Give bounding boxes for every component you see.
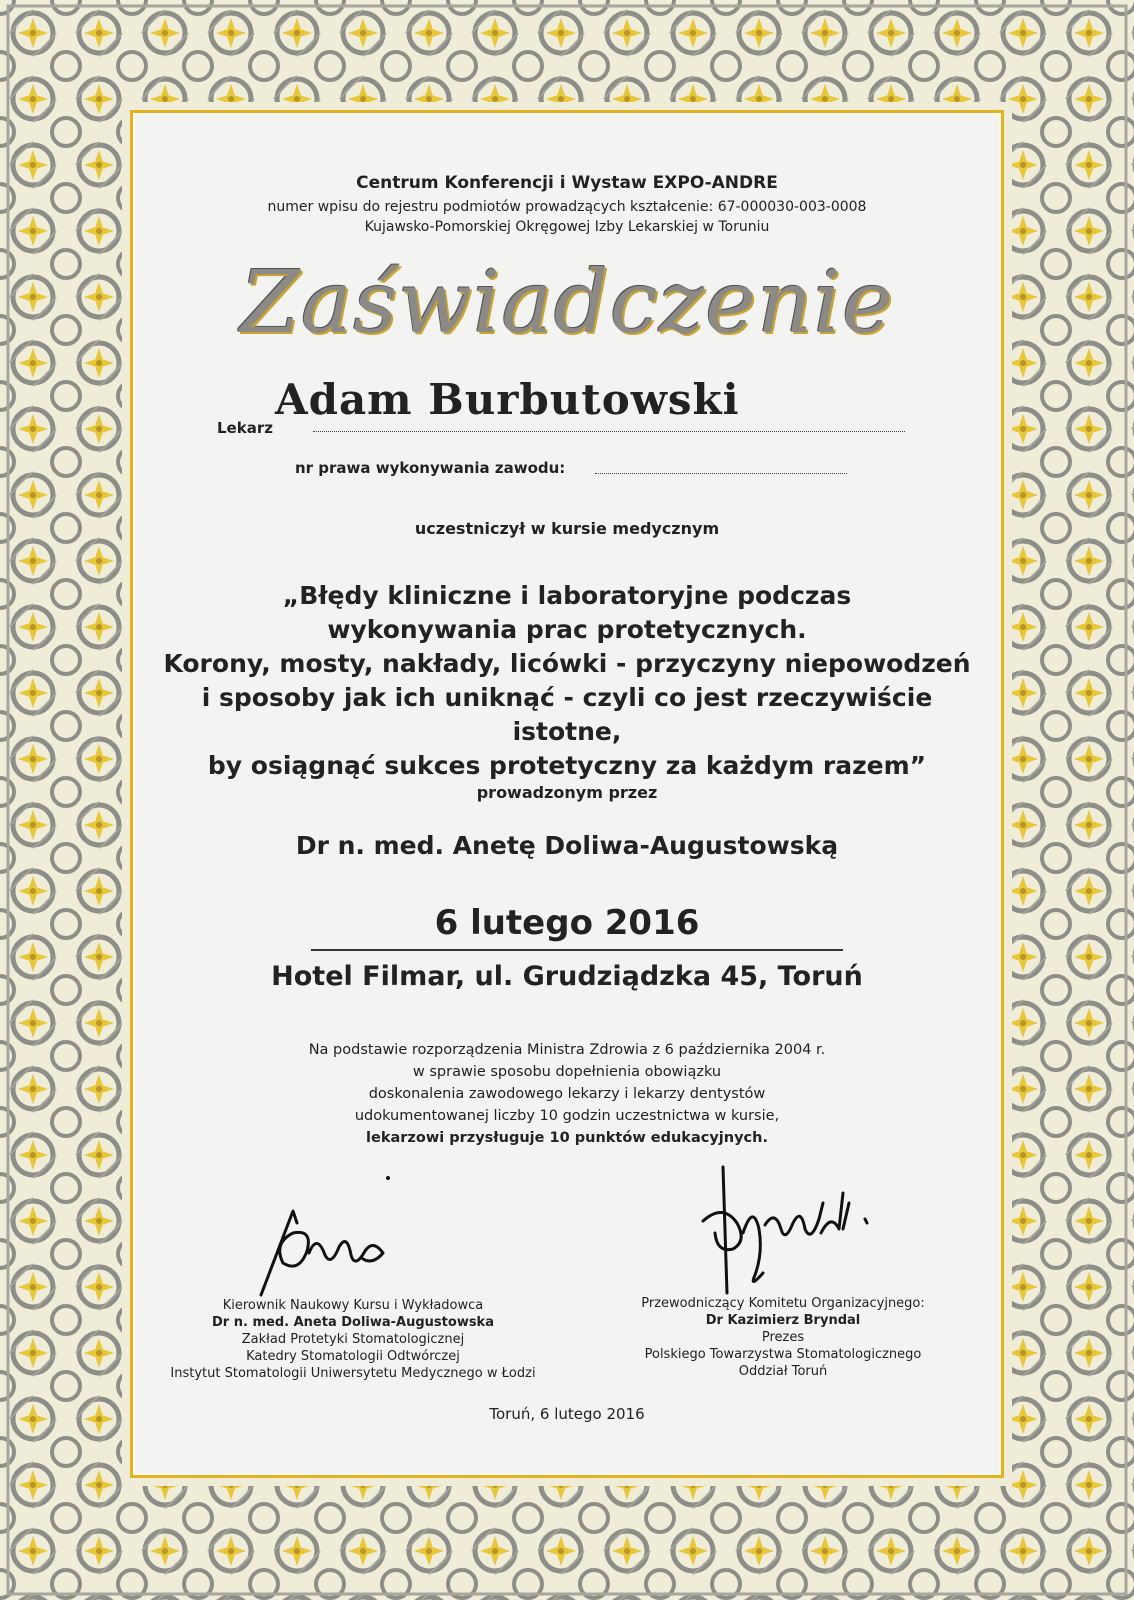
signatory-line: Instytut Stomatologii Uniwersytetu Medycznego w Łodzi bbox=[170, 1366, 536, 1381]
signatory-role: Przewodniczący Komitetu Organizacyjnego: bbox=[641, 1296, 925, 1311]
event-place: Hotel Filmar, ul. Grudziądzka 45, Toruń bbox=[271, 961, 863, 992]
certificate-paper bbox=[130, 110, 1004, 1478]
recipient-name: Adam Burbutowski bbox=[275, 375, 740, 424]
left-signature bbox=[253, 1203, 393, 1303]
legal-line: udokumentowanej liczby 10 godzin uczestnictwa w kursie, bbox=[354, 1108, 780, 1124]
left-signatory-block bbox=[133, 1297, 573, 1382]
right-signatory-block bbox=[593, 1295, 973, 1380]
license-dotted-line bbox=[595, 473, 847, 474]
legal-line: Na podstawie rozporządzenia Ministra Zdrowia z 6 października 2004 r. bbox=[308, 1042, 826, 1058]
signatory-name: Dr n. med. Aneta Doliwa-Augustowska bbox=[212, 1315, 494, 1330]
issue-place-date: Toruń, 6 lutego 2016 bbox=[489, 1405, 645, 1423]
legal-line: w sprawie sposobu dopełnienia obowiązku bbox=[412, 1064, 722, 1080]
course-title-line: wykonywania prac protetycznych. bbox=[327, 615, 807, 644]
signatory-name: Dr Kazimierz Bryndal bbox=[705, 1313, 861, 1328]
legal-basis bbox=[133, 1039, 1001, 1149]
event-date: 6 lutego 2016 bbox=[434, 903, 700, 943]
signatory-role: Kierownik Naukowy Kursu i Wykładowca bbox=[222, 1298, 484, 1313]
participation-text: uczestniczył w kursie medycznym bbox=[414, 519, 720, 538]
date-underline bbox=[311, 949, 843, 951]
right-signature bbox=[693, 1163, 883, 1303]
course-title-line: i sposoby jak ich uniknąć - czyli co jest rzeczywiście istotne, bbox=[201, 683, 933, 746]
course-title-line: „Błędy kliniczne i laboratoryjne podczas bbox=[282, 581, 852, 610]
registry-number: numer wpisu do rejestru podmiotów prowadzących kształcenie: 67-000030-003-0008 bbox=[267, 199, 867, 215]
signatory-line: Oddział Toruń bbox=[738, 1364, 828, 1379]
signatory-line: Katedry Stomatologii Odtwórczej bbox=[246, 1349, 460, 1364]
led-by-label: prowadzonym przez bbox=[476, 783, 658, 802]
doctor-label: Lekarz bbox=[217, 419, 273, 437]
course-title bbox=[153, 579, 981, 783]
legal-line: doskonalenia zawodowego lekarzy i lekarzy dentystów bbox=[368, 1086, 766, 1102]
medical-chamber: Kujawsko-Pomorskiej Okręgowej Izby Lekarskiej w Toruniu bbox=[364, 219, 770, 235]
signatory-line: Polskiego Towarzystwa Stomatologicznego bbox=[644, 1347, 922, 1362]
license-number-label: nr prawa wykonywania zawodu: bbox=[295, 459, 566, 477]
legal-points-line: lekarzowi przysługuje 10 punktów edukacyjnych. bbox=[366, 1130, 768, 1146]
lecturer-name: Dr n. med. Anetę Doliwa-Augustowską bbox=[295, 831, 839, 860]
name-dotted-line bbox=[313, 431, 905, 432]
signatory-line: Zakład Protetyki Stomatologicznej bbox=[241, 1332, 465, 1347]
certificate-title: Zaświadczenie bbox=[240, 253, 894, 353]
organizer-name: Centrum Konferencji i Wystaw EXPO-ANDRE bbox=[356, 173, 778, 193]
signature-dot bbox=[386, 1176, 390, 1180]
course-title-line: by osiągnąć sukces protetyczny za każdym razem” bbox=[207, 751, 927, 780]
signatory-line: Prezes bbox=[761, 1330, 805, 1345]
course-title-line: Korony, mosty, nakłady, licówki - przyczyny niepowodzeń bbox=[163, 649, 971, 678]
